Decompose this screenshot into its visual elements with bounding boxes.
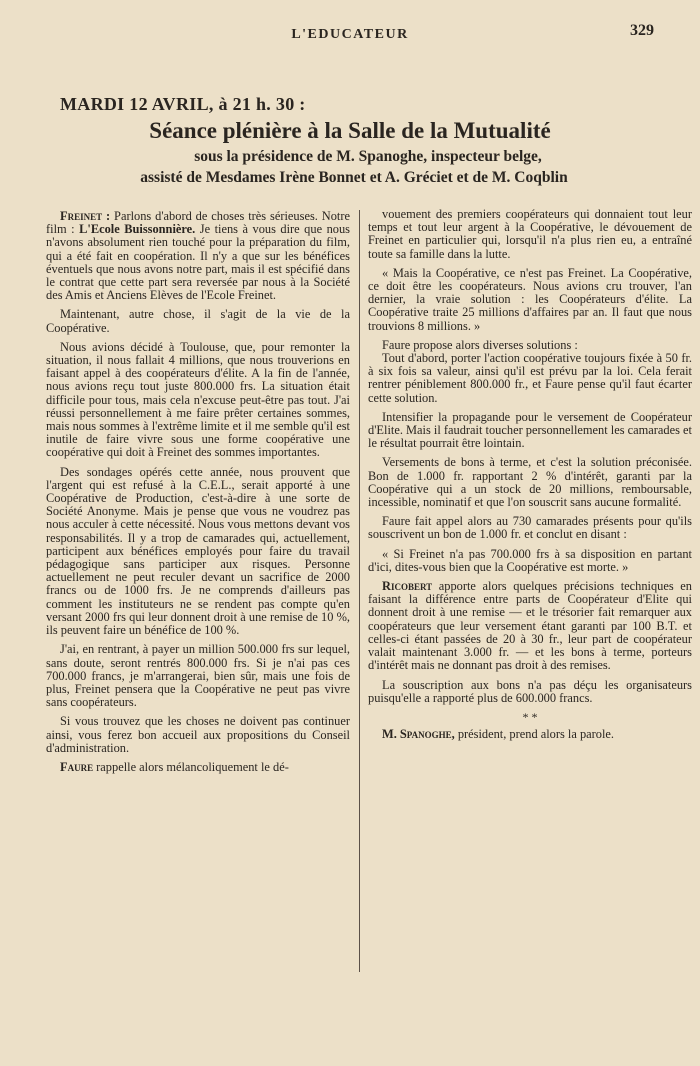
- paragraph-text: rappelle alors mélancoliquement le dé-: [93, 759, 289, 774]
- speaker-name: Faure: [60, 759, 94, 774]
- paragraph: [46, 761, 350, 774]
- speaker-name: Freinet :: [60, 209, 111, 223]
- speaker-name: Ricobert: [382, 579, 433, 594]
- article-subtitle-line2: assisté de Mesdames Irène Bonnet et A. Gréciet et de M. Coqblin: [140, 169, 568, 186]
- paragraph: Nous avions décidé à Toulouse, que, pour remonter la situation, il nous fallait 4 millions, que nous trouverions en faisant appel à des coopérateurs d'élite. A la fin de l'année, nous avions reçu tout juste 800.000 frs. La situation était difficile pour tous, mais cela n'excuse peut-être pas tout. J'ai réussi personnellement à me faire prêter certaines sommes, mais nous sommes à l'extrême limite et il me semble qu'il est inutile de faire vivre sous une forme coopérative une coopérative qui doit à Freinet des sommes importantes.: [46, 339, 350, 460]
- paragraph: La souscription aux bons n'a pas déçu les organisateurs puisqu'elle a rapporté plus de 600.000 francs.: [368, 677, 692, 705]
- paragraph: Versements de bons à terme, et c'est la solution préconisée. Bon de 1.000 fr. rapportant 2 % d'intérêt, garanti par la Coopérative qui a un stock de 20 millions, remboursable, incessible, nominatif et que l'on souscrit sans aucune formalité.: [368, 455, 692, 510]
- paragraph: vouement des premiers coopérateurs qui donnaient tout leur temps et tout leur argent à la Coopérative, le dévouement de Freinet en particulier qui, lorsqu'il n'a plus rien eu, a entraîné toute sa famille dans la lutte.: [368, 207, 692, 261]
- paragraph: [368, 728, 692, 741]
- paragraph: J'ai, en rentrant, à payer un million 500.000 frs sur lequel, sans doute, seront rentrés 800.000 frs. Si je n'ai pas ces 700.000 francs, je m'arrangerai, bien sûr, mais une fois de plus, Freinet pensera que la Coopérative ne peut pas vivre sans coopérateurs.: [46, 642, 350, 710]
- speaker-name: M. Spanoghe,: [382, 727, 455, 742]
- paragraph-text: président, prend alors la parole.: [454, 727, 615, 742]
- film-title: L'Ecole Buissonnière.: [79, 222, 196, 237]
- paragraph: « Si Freinet n'a pas 700.000 frs à sa disposition en partant d'ici, dites-vous bien que la Coopérative est morte. »: [368, 546, 692, 574]
- paragraph: Intensifier la propagande pour le versement de Coopérateur d'Elite. Mais il faudrait toucher personnellement les camarades et le résultat pourrait être lointain.: [368, 409, 692, 451]
- paragraph-text: Je tiens à vous dire que nous n'avons absolument rien touché pour la préparation du film, qui a été fait en coopération. Il n'y a que sur les bénéfices éventuels que nous avons notre part, mais il est spécifié dans le contrat que cette part sera reversée par nous à la Société des Amis et Anciens Elèves de l'Ecole Freinet.: [46, 222, 350, 303]
- article-title: Séance plénière à la Salle de la Mutualité: [149, 118, 551, 143]
- left-text-column: [46, 210, 350, 780]
- section-separator-stars: * *: [522, 709, 538, 724]
- paragraph-text: Parlons d'abord de choses très sérieuses. Notre film :: [46, 209, 350, 237]
- paragraph: Maintenant, autre chose, il s'agit de la vie de la Coopérative.: [46, 307, 350, 335]
- page-number: 329: [630, 22, 654, 39]
- column-divider: [359, 210, 360, 972]
- paragraph: Faure propose alors diverses solutions :: [382, 337, 578, 352]
- paragraph: [46, 210, 350, 302]
- paragraph: Des sondages opérés cette année, nous prouvent que l'argent qui est refusé à la C.E.L., serait apporté à une Coopérative de Production, c'est-à-dire à une sorte de Société Anonyme. Mais je pense que vous ne voudrez pas nous acculer à cette nécessité. Nous vous mettons devant vos responsabilités. Il y a trop de camarades qui, actuellement, participent aux bénéfices employés pour faire du travail pédagogique sans participer aux risques. Personne actuellement ne peut reculer devant un sacrifice de 2000 francs ou de 1000 frs. Je ne comprends d'ailleurs pas comment les instituteurs ne se rendent pas compte qu'en versant 2000 frs qui leur donnent droit à une remise de 10 %, ils peuvent faire un bénéfice de 100 %.: [46, 464, 350, 638]
- paragraph: « Mais la Coopérative, ce n'est pas Freinet. La Coopérative, ce doit être les coopérateurs. Nous avions cru trouver, l'an dernier, la vraie solution : les Coopérateurs d'élite. La Coopérative traite 25 millions d'affaires par an. Il faut que nous trouvions 8 millions. »: [368, 265, 692, 333]
- right-text-column: [368, 208, 692, 747]
- running-header-title: L'EDUCATEUR: [291, 27, 409, 42]
- paragraph-text: apporte alors quelques précisions techniques en faisant la différence entre parts de Coopérateur d'Elite qui donnent droit à une remise — et le trésorier fait remarquer aux coopérateurs que leur versement étant garanti par 100 B.T. et celles-ci étant passées de 20 à 30 fr., leur part de coopérateur valait maintenant 3.000 fr. — et les bons à terme, porteurs d'intérêt mais ne donnant pas droit à des remises.: [368, 579, 692, 673]
- event-date-heading: MARDI 12 AVRIL, à 21 h. 30 :: [60, 94, 306, 114]
- paragraph: Tout d'abord, porter l'action coopérative toujours fixée à 50 fr. à six fois sa valeur, ainsi qu'il est prévu par la loi. Cela ferait rentrer péniblement 800.000 fr., et Faure pense qu'il faut écarter cette solution.: [368, 351, 692, 405]
- article-subtitle-line1: sous la présidence de M. Spanoghe, inspecteur belge,: [194, 148, 542, 165]
- paragraph: Si vous trouvez que les choses ne doivent pas continuer ainsi, vous ferez bon accueil aux propositions du Conseil d'administration.: [46, 714, 350, 755]
- paragraph: Faure fait appel alors au 730 camarades présents pour qu'ils souscrivent un bon de 1.000 fr. et conclut en disant :: [368, 514, 692, 542]
- paragraph: [368, 580, 692, 672]
